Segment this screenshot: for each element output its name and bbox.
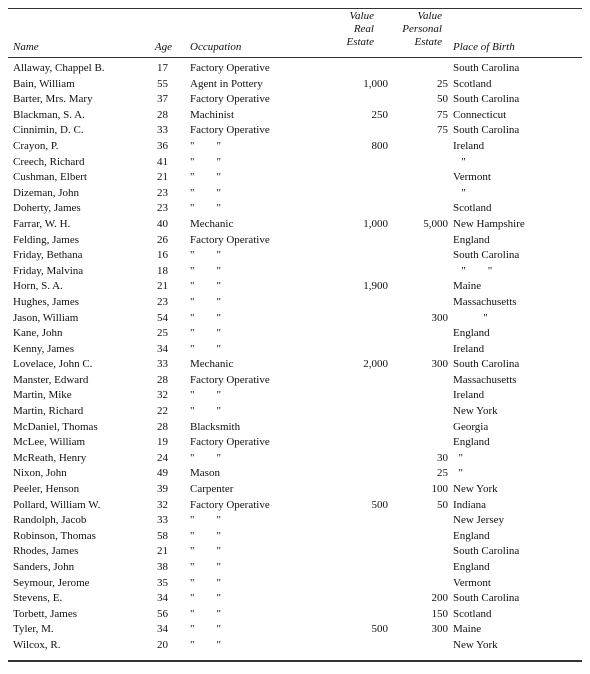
cell-occupation: " " — [190, 171, 221, 184]
cell-place-of-birth: England — [453, 436, 490, 449]
cell-occupation: " " — [190, 327, 221, 340]
cell-place-of-birth: South Carolina — [453, 93, 520, 106]
cell-occupation: " " — [190, 451, 221, 464]
cell-name: Horn, S. A. — [13, 280, 63, 293]
cell-real-estate-value: 500 — [371, 498, 388, 511]
cell-personal-estate-value: 5,000 — [423, 217, 448, 230]
table-row — [0, 638, 590, 654]
cell-age: 23 — [157, 295, 168, 308]
table-row — [0, 482, 590, 498]
cell-place-of-birth: New York — [453, 483, 498, 496]
table-body — [0, 61, 590, 654]
cell-age: 33 — [157, 514, 168, 527]
cell-name: Tyler, M. — [13, 623, 54, 636]
cell-occupation: Factory Operative — [190, 124, 270, 137]
cell-personal-estate-value: 300 — [431, 311, 448, 324]
cell-occupation: " " — [190, 186, 221, 199]
table-row — [0, 123, 590, 139]
table-row — [0, 326, 590, 342]
cell-place-of-birth: Vermont — [453, 171, 491, 184]
table-row — [0, 544, 590, 560]
cell-occupation: " " — [190, 514, 221, 527]
cell-place-of-birth: Georgia — [453, 420, 489, 433]
cell-name: Crayon, P. — [13, 139, 59, 152]
cell-place-of-birth: South Carolina — [453, 124, 520, 137]
cell-real-estate-value: 1,000 — [363, 217, 388, 230]
cell-place-of-birth: Connecticut — [453, 108, 507, 121]
table-row — [0, 311, 590, 327]
cell-occupation: " " — [190, 607, 221, 620]
cell-age: 24 — [157, 451, 168, 464]
cell-name: Wilcox, R. — [13, 638, 61, 651]
cell-place-of-birth: Massachusetts — [453, 295, 517, 308]
cell-personal-estate-value: 30 — [437, 451, 448, 464]
header-real-estate-line: Real — [353, 23, 374, 35]
table-row — [0, 420, 590, 436]
header-place-of-birth: Place of Birth — [453, 41, 515, 53]
table-row — [0, 201, 590, 217]
cell-name: Martin, Richard — [13, 405, 84, 418]
table-row — [0, 77, 590, 93]
cell-name: Doherty, James — [13, 202, 81, 215]
cell-occupation: " " — [190, 155, 221, 168]
cell-personal-estate-value: 300 — [431, 623, 448, 636]
cell-age: 28 — [157, 420, 168, 433]
cell-occupation: " " — [190, 592, 221, 605]
cell-place-of-birth: South Carolina — [453, 545, 520, 558]
table-row — [0, 513, 590, 529]
header-real-estate-line: Estate — [346, 36, 374, 48]
cell-occupation: Factory Operative — [190, 62, 270, 74]
table-row — [0, 279, 590, 295]
cell-name: McDaniel, Thomas — [13, 420, 98, 433]
cell-real-estate-value: 500 — [371, 623, 388, 636]
cell-personal-estate-value: 75 — [437, 108, 448, 121]
cell-occupation: " " — [190, 529, 221, 542]
cell-name: Stevens, E. — [13, 592, 63, 605]
cell-age: 22 — [157, 405, 168, 418]
cell-place-of-birth: Vermont — [453, 576, 491, 589]
cell-place-of-birth: England — [453, 233, 490, 246]
cell-age: 16 — [157, 249, 168, 262]
cell-occupation: Mechanic — [190, 217, 234, 230]
cell-occupation: Mason — [190, 467, 220, 480]
table-row — [0, 466, 590, 482]
cell-age: 33 — [157, 124, 168, 137]
table-row — [0, 622, 590, 638]
cell-place-of-birth: England — [453, 327, 490, 340]
table-row — [0, 217, 590, 233]
cell-name: Kane, John — [13, 327, 63, 340]
table-row — [0, 108, 590, 124]
cell-age: 18 — [157, 264, 168, 277]
table-header — [0, 9, 590, 56]
cell-age: 25 — [157, 327, 168, 340]
table-bottom-rule — [8, 660, 582, 662]
cell-place-of-birth: New Hampshire — [453, 217, 525, 230]
cell-place-of-birth: New York — [453, 638, 498, 651]
cell-place-of-birth: England — [453, 561, 490, 573]
cell-place-of-birth: " — [453, 186, 466, 199]
cell-age: 36 — [157, 139, 168, 152]
cell-name: Torbett, James — [13, 607, 77, 620]
cell-name: Manster, Edward — [13, 373, 89, 386]
cell-occupation: " " — [190, 561, 221, 573]
cell-occupation: Factory Operative — [190, 233, 270, 246]
cell-age: 56 — [157, 607, 168, 620]
cell-age: 34 — [157, 592, 168, 605]
cell-occupation: " " — [190, 405, 221, 418]
table-row — [0, 560, 590, 576]
cell-name: Seymour, Jerome — [13, 576, 90, 589]
cell-place-of-birth: South Carolina — [453, 592, 520, 605]
cell-place-of-birth: " — [453, 155, 466, 168]
cell-real-estate-value: 250 — [371, 108, 388, 121]
cell-place-of-birth: Maine — [453, 280, 482, 293]
header-occupation: Occupation — [190, 41, 242, 53]
table-row — [0, 170, 590, 186]
cell-age: 21 — [157, 545, 168, 558]
header-personal-estate-line: Personal — [402, 23, 442, 35]
cell-name: Friday, Malvina — [13, 264, 84, 277]
cell-place-of-birth: " " — [453, 264, 493, 277]
cell-occupation: Factory Operative — [190, 93, 270, 106]
cell-place-of-birth: " — [453, 451, 463, 464]
cell-occupation: Factory Operative — [190, 436, 270, 449]
cell-place-of-birth: Ireland — [453, 389, 485, 402]
cell-name: Randolph, Jacob — [13, 514, 87, 527]
header-age: Age — [154, 41, 172, 53]
table-row — [0, 388, 590, 404]
cell-occupation: " " — [190, 545, 221, 558]
header-personal-estate — [396, 10, 442, 49]
cell-occupation: Blacksmith — [190, 420, 241, 433]
cell-name: Felding, James — [13, 233, 79, 246]
cell-age: 19 — [157, 436, 168, 449]
cell-name: Jason, William — [13, 311, 79, 324]
cell-age: 39 — [157, 483, 168, 496]
cell-personal-estate-value: 50 — [437, 93, 448, 106]
cell-place-of-birth: Massachusetts — [453, 373, 517, 386]
cell-occupation: " " — [190, 576, 221, 589]
table-row — [0, 435, 590, 451]
table-row — [0, 61, 590, 77]
cell-name: Cushman, Elbert — [13, 171, 87, 184]
cell-name: Farrar, W. H. — [13, 217, 71, 230]
cell-occupation: Factory Operative — [190, 498, 270, 511]
cell-occupation: " " — [190, 311, 221, 324]
cell-real-estate-value: 1,000 — [363, 77, 388, 90]
cell-name: Hughes, James — [13, 295, 79, 308]
cell-place-of-birth: England — [453, 529, 490, 542]
cell-age: 32 — [157, 389, 168, 402]
header-real-estate — [328, 10, 374, 49]
cell-real-estate-value: 2,000 — [363, 358, 388, 371]
cell-age: 28 — [157, 373, 168, 386]
cell-occupation: " " — [190, 280, 221, 293]
table-row — [0, 529, 590, 545]
table-row — [0, 404, 590, 420]
header-personal-estate-line: Estate — [414, 36, 442, 48]
cell-place-of-birth: Indiana — [453, 498, 486, 511]
table-row — [0, 139, 590, 155]
cell-personal-estate-value: 100 — [431, 483, 448, 496]
cell-place-of-birth: New Jersey — [453, 514, 505, 527]
cell-occupation: " " — [190, 295, 221, 308]
cell-age: 34 — [157, 623, 168, 636]
cell-place-of-birth: Ireland — [453, 139, 485, 152]
cell-name: Dizeman, John — [13, 186, 79, 199]
cell-age: 21 — [157, 280, 168, 293]
cell-occupation: " " — [190, 389, 221, 402]
header-personal-estate-line: Value — [417, 10, 442, 22]
cell-age: 37 — [157, 93, 168, 106]
cell-name: Pollard, William W. — [13, 498, 101, 511]
cell-age: 55 — [157, 77, 168, 90]
cell-occupation: " " — [190, 638, 221, 651]
cell-age: 38 — [157, 561, 168, 573]
table-row — [0, 357, 590, 373]
cell-age: 17 — [157, 62, 168, 74]
cell-name: McReath, Henry — [13, 451, 87, 464]
cell-place-of-birth: South Carolina — [453, 62, 520, 74]
cell-occupation: " " — [190, 249, 221, 262]
cell-personal-estate-value: 50 — [437, 498, 448, 511]
cell-age: 35 — [157, 576, 168, 589]
cell-personal-estate-value: 300 — [431, 358, 448, 371]
cell-name: Bain, William — [13, 77, 75, 90]
cell-name: Kenny, James — [13, 342, 74, 355]
table-row — [0, 607, 590, 623]
cell-place-of-birth: Ireland — [453, 342, 485, 355]
cell-place-of-birth: South Carolina — [453, 249, 520, 262]
cell-age: 40 — [157, 217, 168, 230]
cell-name: Blackman, S. A. — [13, 108, 85, 121]
cell-place-of-birth: New York — [453, 405, 498, 418]
cell-age: 20 — [157, 638, 168, 651]
cell-age: 21 — [157, 171, 168, 184]
cell-name: Robinson, Thomas — [13, 529, 96, 542]
cell-personal-estate-value: 25 — [437, 77, 448, 90]
cell-place-of-birth: Scotland — [453, 77, 492, 90]
cell-name: Nixon, John — [13, 467, 67, 480]
cell-real-estate-value: 1,900 — [363, 280, 388, 293]
table-row — [0, 248, 590, 264]
cell-occupation: " " — [190, 342, 221, 355]
cell-name: Cinnimin, D. C. — [13, 124, 84, 137]
cell-name: Rhodes, James — [13, 545, 79, 558]
cell-age: 23 — [157, 202, 168, 215]
cell-age: 28 — [157, 108, 168, 121]
cell-name: Martin, Mike — [13, 389, 72, 402]
table-row — [0, 591, 590, 607]
table-row — [0, 342, 590, 358]
cell-age: 26 — [157, 233, 168, 246]
table-row — [0, 576, 590, 592]
header-real-estate-line: Value — [349, 10, 374, 22]
cell-name: Allaway, Chappel B. — [13, 62, 105, 74]
cell-name: Barter, Mrs. Mary — [13, 93, 93, 106]
cell-place-of-birth: Scotland — [453, 202, 492, 215]
cell-personal-estate-value: 25 — [437, 467, 448, 480]
cell-age: 41 — [157, 155, 168, 168]
table-row — [0, 498, 590, 514]
cell-place-of-birth: Scotland — [453, 607, 492, 620]
cell-age: 33 — [157, 358, 168, 371]
cell-occupation: Carpenter — [190, 483, 234, 496]
cell-name: Lovelace, John C. — [13, 358, 93, 371]
cell-personal-estate-value: 150 — [431, 607, 448, 620]
cell-personal-estate-value: 75 — [437, 124, 448, 137]
table-row — [0, 155, 590, 171]
cell-age: 32 — [157, 498, 168, 511]
header-name: Name — [13, 41, 39, 53]
cell-age: 23 — [157, 186, 168, 199]
cell-occupation: " " — [190, 139, 221, 152]
cell-occupation: Mechanic — [190, 358, 234, 371]
cell-occupation: " " — [190, 264, 221, 277]
cell-name: McLee, William — [13, 436, 86, 449]
cell-real-estate-value: 800 — [371, 139, 388, 152]
cell-place-of-birth: " — [453, 467, 463, 480]
table-row — [0, 186, 590, 202]
cell-personal-estate-value: 200 — [431, 592, 448, 605]
cell-place-of-birth: South Carolina — [453, 358, 520, 371]
table-row — [0, 92, 590, 108]
table-row — [0, 233, 590, 249]
table-row — [0, 264, 590, 280]
table-row — [0, 451, 590, 467]
header-bottom-rule — [8, 57, 582, 58]
cell-age: 54 — [157, 311, 168, 324]
cell-occupation: Agent in Pottery — [190, 77, 263, 90]
cell-occupation: Machinist — [190, 108, 234, 121]
cell-age: 34 — [157, 342, 168, 355]
table-row — [0, 373, 590, 389]
cell-place-of-birth: Maine — [453, 623, 482, 636]
cell-name: Creech, Richard — [13, 155, 85, 168]
table-row — [0, 295, 590, 311]
cell-age: 49 — [157, 467, 168, 480]
cell-place-of-birth: " — [453, 311, 488, 324]
cell-occupation: Factory Operative — [190, 373, 270, 386]
cell-name: Sanders, John — [13, 561, 75, 573]
cell-age: 58 — [157, 529, 168, 542]
cell-occupation: " " — [190, 202, 221, 215]
cell-name: Friday, Bethana — [13, 249, 83, 262]
cell-occupation: " " — [190, 623, 221, 636]
cell-name: Peeler, Henson — [13, 483, 80, 496]
